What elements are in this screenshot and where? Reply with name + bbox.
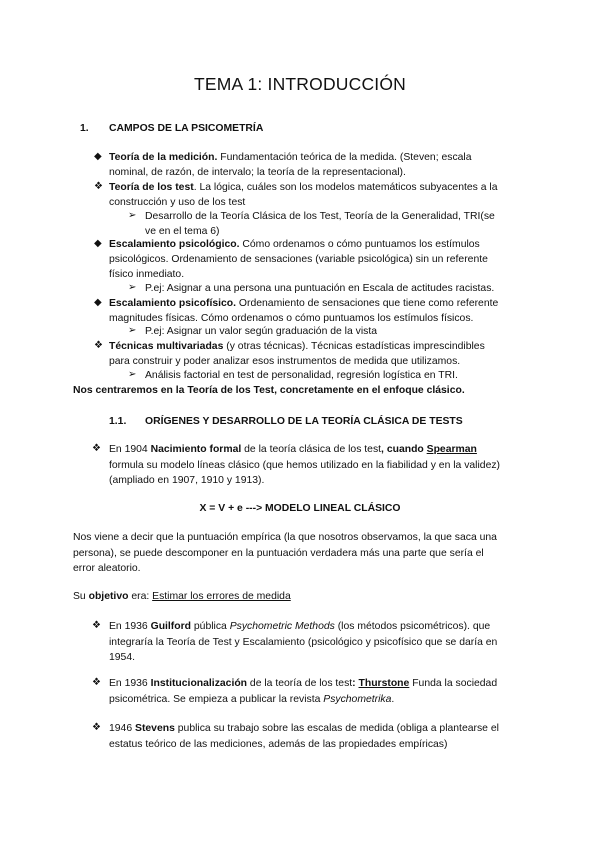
page-title: TEMA 1: INTRODUCCIÓN [193, 74, 407, 94]
section-number: 1. [80, 123, 89, 134]
list-item-continuation: estatus teórico de las mediciones, además de las propiedades empíricas) [109, 739, 448, 750]
list-item-continuation: construcción y uso de los test [109, 197, 246, 208]
list-item-continuation: formula su modelo líneas clásico (que hemos utilizado en la fiabilidad y en la validez) [109, 460, 501, 471]
formula: X = V + e ---> MODELO LINEAL CLÁSICO [199, 503, 401, 514]
list-item-continuation: psicométrica. Se empieza a publicar la revista Psychometrika. [109, 694, 395, 705]
four-star-bullet-icon: ❖ [92, 620, 101, 631]
list-item: Teoría de los test. La lógica, cuáles son los modelos matemáticos subyacentes a la [109, 182, 498, 193]
list-item-continuation: para construir y poder analizar esos instrumentos de medida que utilizamos. [109, 356, 461, 367]
list-item: En 1936 Institucionalización de la teoría de los test: Thurstone Funda la sociedad [109, 678, 498, 689]
list-item: Escalamiento psicológico. Cómo ordenamos o cómo puntuamos los estímulos [109, 239, 480, 250]
list-item: En 1936 Guilford pública Psychometric Methods (los métodos psicométricos). que [109, 621, 491, 632]
paragraph-line: persona), se puede descomponer en la puntuación verdadera más una parte que sería el [73, 548, 484, 559]
subsection-number: 1.1. [109, 416, 127, 427]
arrow-bullet-icon: ➢ [128, 282, 137, 293]
sub-item-continuation: ve en el tema 6) [145, 226, 220, 237]
list-item-continuation: físico inmediato. [109, 269, 185, 280]
list-item-continuation: (ampliado en 1907, 1910 y 1913). [109, 475, 265, 486]
sub-item: Análisis factorial en test de personalidad, regresión logística en TRI. [145, 370, 458, 381]
arrow-bullet-icon: ➢ [128, 210, 137, 221]
list-item-continuation: 1954. [109, 652, 136, 663]
list-item: En 1904 Nacimiento formal de la teoría clásica de los test, cuando Spearman [109, 444, 477, 455]
list-item: Escalamiento psicofísico. Ordenamiento de sensaciones que tiene como referente [109, 298, 499, 309]
four-star-bullet-icon: ❖ [92, 722, 101, 733]
subsection-heading: ORÍGENES Y DESARROLLO DE LA TEORÍA CLÁSICA DE TESTS [145, 416, 463, 427]
diamond-bullet-icon: ◆ [94, 238, 102, 249]
arrow-bullet-icon: ➢ [128, 325, 137, 336]
diamond-bullet-icon: ◆ [94, 151, 102, 162]
paragraph-line: error aleatorio. [73, 563, 141, 574]
list-item: 1946 Stevens publica su trabajo sobre las escalas de medida (obliga a plantearse el [109, 723, 499, 734]
objective-line: Su objetivo era: Estimar los errores de medida [73, 591, 291, 602]
list-item: Técnicas multivariadas (y otras técnicas). Técnicas estadísticas imprescindibles [109, 341, 485, 352]
arrow-bullet-icon: ➢ [128, 369, 137, 380]
sub-item: P.ej: Asignar a una persona una puntuación en Escala de actitudes racistas. [145, 283, 495, 294]
sub-item: P.ej: Asignar un valor según graduación de la vista [145, 326, 378, 337]
four-star-bullet-icon: ❖ [92, 443, 101, 454]
sub-item: Desarrollo de la Teoría Clásica de los Test, Teoría de la Generalidad, TRI(se [145, 211, 495, 222]
list-item-continuation: psicológicos. Ordenamiento de sensaciones (variable psicológica) sin un referente [109, 254, 488, 265]
diamond-bullet-icon: ◆ [94, 297, 102, 308]
conclusion-text: Nos centraremos en la Teoría de los Test, concretamente en el enfoque clásico. [73, 385, 465, 396]
list-item-continuation: integraría la Teoría de Test y Escalamiento (psicológico y psicofísico que se daría en [109, 637, 498, 648]
four-star-bullet-icon: ❖ [92, 677, 101, 688]
section-heading: CAMPOS DE LA PSICOMETRÍA [109, 123, 264, 134]
four-star-bullet-icon: ❖ [94, 181, 103, 192]
four-star-bullet-icon: ❖ [94, 340, 103, 351]
list-item: Teoría de la medición. Fundamentación teórica de la medida. (Steven; escala [109, 152, 472, 163]
paragraph-line: Nos viene a decir que la puntuación empírica (la que nosotros observamos, la que saca una [73, 532, 497, 543]
list-item-continuation: magnitudes físicas. Cómo ordenamos o cómo puntuamos los estímulos físicos. [109, 313, 474, 324]
list-item-continuation: nominal, de razón, de intervalo; la teoría de la representacional). [109, 167, 406, 178]
